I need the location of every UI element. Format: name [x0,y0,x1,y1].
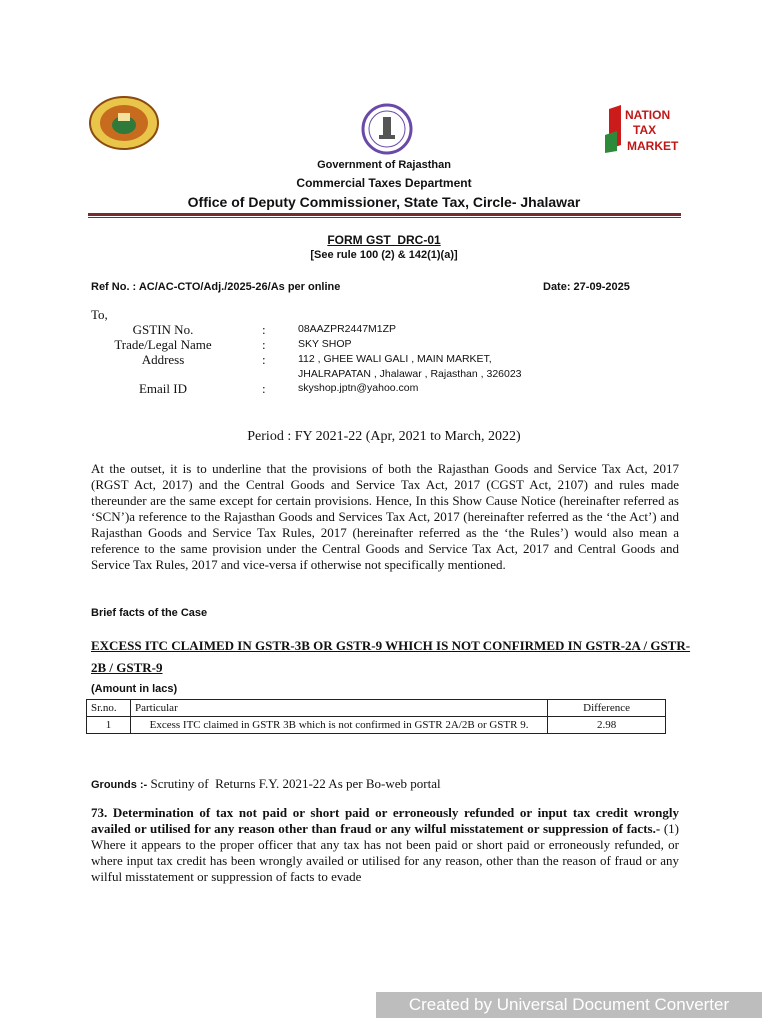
form-title: FORM GST DRC-01 [327,233,441,247]
gstin-label: GSTIN No. [132,322,194,337]
section-73-heading: 73. Determination of tax not paid or short paid or erroneously refunded or input tax credit wrongly availed or utilised for any reason other than fraud or any wilful misstatement or suppression of facts.- [91,805,679,836]
to-salutation: To, [91,307,108,322]
trade-name-label: Trade/Legal Name [114,337,212,352]
email-colon: : [262,381,266,396]
header-office: Office of Deputy Commissioner, State Tax, Circle- Jhalawar [187,194,581,210]
trade-name-value: SKY SHOP [298,338,352,350]
address-label: Address [141,352,185,367]
excess-itc-heading: EXCESS ITC CLAIMED IN GSTR-3B OR GSTR-9 WHICH IS NOT CONFIRMED IN GSTR-2A / GSTR-2B / GSTR-9 [91,638,691,675]
brief-facts-heading: Brief facts of the Case [91,607,208,619]
nation-tax-market-logo [603,103,683,157]
table-cell: 1 [87,717,131,734]
notice-date: Date: 27-09-2025 [543,281,630,293]
logo-text-tax: TAX [633,123,657,137]
section-73-text: (1) Where it appears to the proper officer that any tax has not been paid or short paid or erroneously refunded, or where input tax credit has been wrongly availed or utilised for any reason, other than the reason of fraud or any wilful misstatement or suppression of facts to evade [91,821,679,884]
amount-unit-note: (Amount in lacs) [91,683,178,695]
section-73-paragraph [91,805,679,885]
table-header-cell: Difference [548,700,666,717]
intro-paragraph: At the outset, it is to underline that the provisions of both the Rajasthan Goods and Service Tax Act, 2017 (RGST Act, 2017) and the Central Goods and Service Tax Act, 2017 (CGST Act, 2107) and rules made thereunder are the same except for certain provisions. Hence, In this Show Cause Notice (hereinafter referred as ‘SCN’)a reference to the Rajasthan Goods and Services Tax Act, 2017 (hereinafter referred as the ‘the Act’) and Rajasthan Goods and Service Tax Rules, 2017 (hereinafter referred as the ‘the Rules’) would also mean a reference to the same provision under the Central Goods and Service Tax Act, 2017 and Central Goods and Service Tax Rules, 2017 and vice-versa if otherwise not specifically mentioned. [91,461,679,572]
gstin-colon: : [262,322,266,337]
national-emblem-logo [361,103,413,155]
converter-watermark: Created by Universal Document Converter [376,992,762,1018]
form-rule-reference: [See rule 100 (2) & 142(1)(a)] [310,249,458,261]
period-line: Period : FY 2021-22 (Apr, 2021 to March, 2022) [247,429,521,444]
table-header-row [87,700,666,717]
rajasthan-tax-logo [88,95,160,151]
header-department: Commercial Taxes Department [296,176,472,190]
address-colon: : [262,352,266,367]
gstin-value: 08AAZPR2447M1ZP [298,323,397,335]
table-row [87,717,666,734]
table-cell: Excess ITC claimed in GSTR 3B which is not confirmed in GSTR 2A/2B or GSTR 9. [130,717,547,734]
grounds-line [91,776,441,792]
email-label: Email ID [138,381,187,396]
table-header-cell: Sr.no. [87,700,131,717]
grounds-text: Scrutiny of Returns F.Y. 2021-22 As per Bo-web portal [147,776,441,791]
grounds-label: Grounds :- [91,779,148,791]
email-value: skyshop.jptn@yahoo.com [298,382,419,394]
header-divider-thick [88,213,681,216]
header-government: Government of Rajasthan [317,159,451,171]
header-divider-thin [88,217,681,218]
logo-text-nation: NATION [625,108,671,122]
address-value-line2: JHALRAPATAN , Jhalawar , Rajasthan , 326023 [298,368,522,380]
table-header-cell: Particular [130,700,547,717]
trade-name-colon: : [262,337,266,352]
address-value-line1: 112 , GHEE WALI GALI , MAIN MARKET, [298,353,492,365]
logo-text-market: MARKET [627,139,679,153]
difference-table [86,699,666,734]
table-cell: 2.98 [548,717,666,734]
reference-number: Ref No. : AC/AC-CTO/Adj./2025-26/As per online [91,281,341,293]
